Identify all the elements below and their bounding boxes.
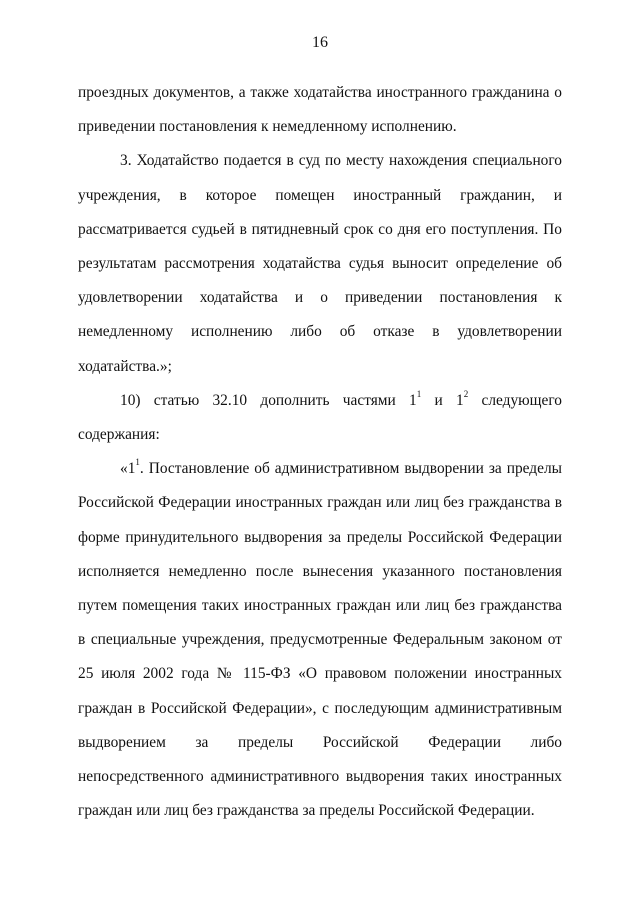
part-text: . Постановление об административном выдворении за пределы Российской Федерации иностранных граждан или лиц без гражданства в форме принудительного выдворения за пределы Российской Федерации исполняется немедленно после вынесения указанного постановления путем помещения таких иностранных граждан или лиц без гражданства в специальные учреждения, предусмотренные Федеральным законом от 25 июля 2002 года № 115-ФЗ «О правовом положении иностранных граждан в Российской Федерации», с последующим административным выдворением за пределы Российской Федерации либо непосредственного административного выдворения таких иностранных граждан или лиц без гражданства за пределы Российской Федерации.	[78, 460, 562, 820]
paragraph-item-3: 3. Ходатайство подается в суд по месту нахождения специального учреждения, в которое помещен иностранный гражданин, и рассматривается судьей в пятидневный срок со дня его поступления. По результатам рассмотрения ходатайства судья выносит определение об удовлетворении ходатайства и о приведении постановления к немедленному исполнению либо об отказе в удовлетворении ходатайства.»;	[78, 152, 562, 375]
paragraph-item-10	[78, 384, 562, 452]
superscript-1: 1	[416, 388, 422, 399]
paragraph-item-10-text-b: и 1	[421, 391, 464, 409]
part-number: «1	[120, 460, 136, 478]
page-number: 16	[312, 34, 328, 51]
document-body	[78, 76, 562, 828]
paragraph-part-1-1	[78, 452, 562, 828]
part-superscript: 1	[135, 457, 140, 468]
paragraph-item-10-text-c: следующего содержания:	[78, 391, 562, 444]
paragraph-continuation: проездных документов, а также ходатайства иностранного гражданина о приведении постановления к немедленному исполнению.	[78, 84, 562, 136]
superscript-2: 2	[463, 388, 469, 399]
paragraph-item-10-text-a: 10) статью 32.10 дополнить частями 1	[120, 391, 417, 409]
